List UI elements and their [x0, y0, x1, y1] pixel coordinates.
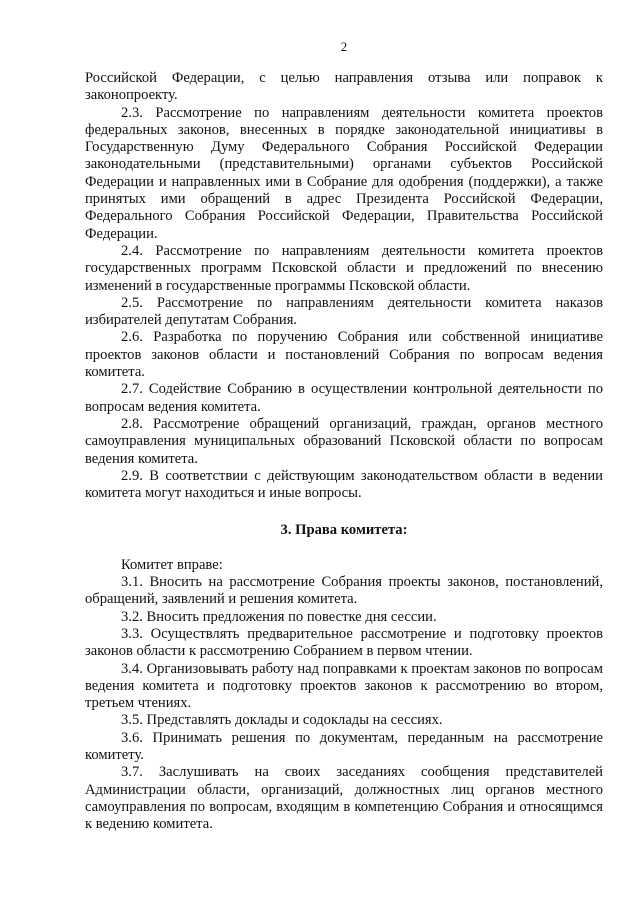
- paragraph-2-4: 2.4. Рассмотрение по направлениям деятельности комитета проектов государственных программ Псковской области и предложений по внесению изменений в государственные программы Псковской области.: [85, 242, 603, 294]
- paragraph-3-2: 3.2. Вносить предложения по повестке дня сессии.: [121, 608, 437, 625]
- paragraph-3-7: 3.7. Заслушивать на своих заседаниях сообщения представителей Администрации области, организаций, должностных лиц органов местного самоуправления по вопросам, входящим в компетенцию Собрания и относящимся к ведению комитета.: [85, 764, 603, 833]
- section-3-heading: 3. Права комитета:: [280, 522, 408, 539]
- paragraph-3-1: 3.1. Вносить на рассмотрение Собрания проекты законов, постановлений, обращений, заявлений и решения комитета.: [85, 574, 603, 608]
- paragraph-2-3: 2.3. Рассмотрение по направлениям деятельности комитета проектов федеральных законов, внесенных в порядке законодательной инициативы в Государственную Думу Федерального Собрания Российской Федерации законодательными (представительными) органами субъектов Российской Федерации и направленных ими в Собрание для одобрения (поддержки), а также принятых ими обращений в адрес Президента Российской Федерации, Федерального Собрания Российской Федерации, Правительства Российской Федерации.: [85, 104, 603, 242]
- paragraph-3-4: 3.4. Организовывать работу над поправками к проектам законов по вопросам ведения комитета и подготовку проектов законов к рассмотрению во втором, третьем чтениях.: [85, 660, 603, 712]
- section-3-intro: Комитет вправе:: [121, 556, 223, 573]
- paragraph-3-3: 3.3. Осуществлять предварительное рассмотрение и подготовку проектов законов области к рассмотрению Собранием в первом чтении.: [85, 625, 603, 660]
- paragraph-2-9: 2.9. В соответствии с действующим законодательством области в ведении комитета могут находиться и иные вопросы.: [85, 467, 603, 502]
- paragraph-3-6: 3.6. Принимать решения по документам, переданным на рассмотрение комитету.: [85, 729, 603, 763]
- paragraph-2-6: 2.6. Разработка по поручению Собрания или собственной инициативе проектов законов области и постановлений Собрания по вопросам ведения комитета.: [85, 329, 603, 381]
- paragraph-3-5: 3.5. Представлять доклады и содоклады на сессиях.: [121, 712, 443, 729]
- document-body: [85, 70, 603, 833]
- paragraph-continuation: Российской Федерации, с целью направления отзыва или поправок к законопроекту.: [85, 70, 603, 104]
- paragraph-2-7: 2.7. Содействие Собранию в осуществлении контрольной деятельности по вопросам ведения комитета.: [85, 381, 603, 415]
- page-number: 2: [340, 39, 348, 54]
- paragraph-2-5: 2.5. Рассмотрение по направлениям деятельности комитета наказов избирателей депутатам Собрания.: [85, 294, 603, 329]
- paragraph-2-8: 2.8. Рассмотрение обращений организаций, граждан, органов местного самоуправления муниципальных образований Псковской области по вопросам ведения комитета.: [85, 415, 603, 467]
